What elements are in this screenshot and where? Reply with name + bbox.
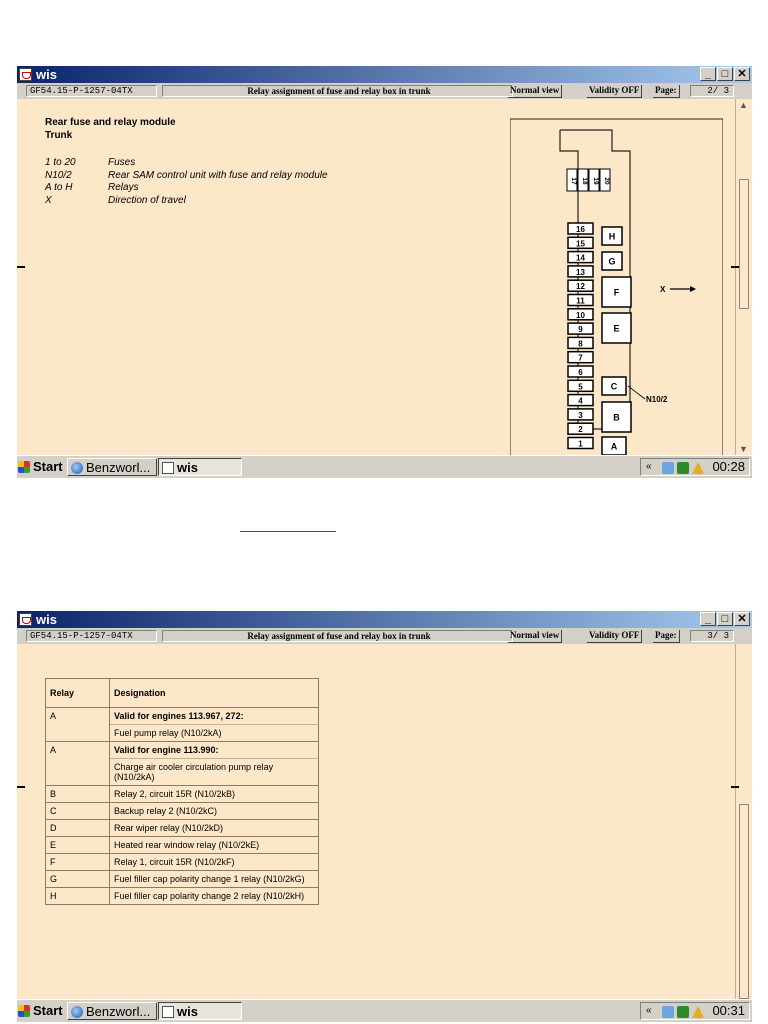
fuse-label-14: 14 — [576, 253, 585, 263]
designation-cell: Backup relay 2 (N10/2kC) — [110, 803, 319, 820]
relay-cell: D — [46, 820, 110, 837]
fuse-label-1: 1 — [578, 439, 583, 449]
link-underline[interactable] — [240, 531, 336, 532]
document-id: GF54.15-P-1257-04TX — [26, 85, 157, 97]
page-label: Page: — [653, 85, 680, 98]
scroll-thumb[interactable] — [739, 179, 749, 309]
document-title: Relay assignment of fuse and relay box in trunk — [162, 85, 513, 97]
legend-row: 1 to 20 Fuses — [45, 157, 136, 168]
document-id: GF54.15-P-1257-04TX — [26, 630, 157, 642]
fuse-label-17: 17 — [570, 177, 577, 185]
warning-icon[interactable] — [692, 1006, 704, 1018]
table-row — [46, 871, 319, 888]
clock: 00:28 — [712, 459, 745, 474]
designation-cell: Fuel filler cap polarity change 2 relay (N10/2kH) — [110, 888, 319, 905]
relay-label-G: G — [608, 256, 616, 267]
direction-label: X — [660, 285, 666, 294]
wis-app-icon — [162, 1006, 174, 1018]
page-marker-right — [731, 266, 739, 268]
page-number-field[interactable]: 3/ 3 — [690, 630, 734, 642]
wis-window-page2 — [17, 66, 752, 478]
fuse-label-12: 12 — [576, 282, 585, 292]
scroll-thumb[interactable] — [739, 804, 749, 999]
window-title: wis — [36, 612, 57, 627]
wis-app-icon — [162, 462, 174, 474]
designation-cell: Fuel filler cap polarity change 1 relay (N10/2kG) — [110, 871, 319, 888]
relay-cell: A — [46, 708, 110, 742]
table-row — [46, 708, 319, 742]
section-heading: Rear fuse and relay module — [45, 117, 176, 128]
maximize-button[interactable]: □ — [717, 612, 733, 626]
relay-label-H: H — [608, 231, 616, 242]
relay-cell: E — [46, 837, 110, 854]
designation-cell: Relay 2, circuit 15R (N10/2kB) — [110, 786, 319, 803]
page-marker-left — [17, 266, 25, 268]
title-bar[interactable] — [17, 66, 752, 83]
fuse-label-5: 5 — [578, 382, 583, 392]
normal-view-button[interactable]: Normal view — [508, 85, 562, 98]
column-header-relay: Relay — [46, 679, 110, 708]
relay-cell: G — [46, 871, 110, 888]
legend-row: N10/2 Rear SAM control unit with fuse and relay module — [45, 169, 328, 181]
taskbar-benzworld[interactable]: Benzworl... — [67, 1002, 157, 1020]
relay-label-C: C — [610, 381, 618, 392]
designation-cell: Relay 1, circuit 15R (N10/2kF) — [110, 854, 319, 871]
relay-cell: A — [46, 742, 110, 786]
table-row — [46, 854, 319, 871]
normal-view-button[interactable]: Normal view — [508, 630, 562, 643]
network-icon[interactable] — [662, 1006, 674, 1018]
fuse-label-4: 4 — [578, 396, 583, 406]
maximize-button[interactable]: □ — [717, 67, 733, 81]
page-number-field[interactable]: 2/ 3 — [690, 85, 734, 97]
warning-icon[interactable] — [692, 462, 704, 474]
taskbar-wis[interactable]: wis — [158, 458, 242, 476]
relay-cell: H — [46, 888, 110, 905]
table-row — [46, 786, 319, 803]
designation-cell: Rear wiper relay (N10/2kD) — [110, 820, 319, 837]
window-title: wis — [36, 67, 57, 82]
fuse-label-19: 19 — [592, 177, 599, 185]
start-button[interactable]: Start — [17, 458, 63, 476]
document-toolbar — [17, 83, 752, 99]
fuse-label-2: 2 — [578, 425, 583, 435]
page-label: Page: — [653, 630, 680, 643]
fuse-label-6: 6 — [578, 368, 583, 377]
system-tray — [640, 458, 750, 476]
relay-cell: B — [46, 786, 110, 803]
fuse-label-8: 8 — [578, 339, 583, 349]
relay-label-F: F — [613, 287, 620, 298]
designation-cell: Valid for engines 113.967, 272: Fuel pump relay (N10/2kA) — [110, 708, 319, 742]
title-bar[interactable] — [17, 611, 752, 628]
page-marker-left — [17, 786, 25, 788]
section-subheading: Trunk — [45, 130, 73, 141]
validity-button[interactable]: Validity OFF — [587, 85, 642, 98]
clock: 00:31 — [712, 1003, 745, 1018]
validity-button[interactable]: Validity OFF — [587, 630, 642, 643]
designation-cell: Valid for engine 113.990: Charge air cooler circulation pump relay (N10/2kA) — [110, 742, 319, 786]
table-header-row — [46, 679, 319, 708]
column-header-designation: Designation — [110, 679, 319, 708]
document-content — [17, 99, 735, 455]
close-button[interactable]: ✕ — [734, 612, 750, 626]
fuse-label-10: 10 — [576, 310, 585, 320]
relay-cell: F — [46, 854, 110, 871]
taskbar-benzworld[interactable]: Benzworl... — [67, 458, 157, 476]
fuse-label-9: 9 — [578, 325, 583, 335]
scroll-up-icon[interactable]: ▲ — [739, 100, 748, 110]
taskbar — [17, 455, 752, 478]
legend — [45, 157, 328, 207]
fuse-label-11: 11 — [576, 296, 585, 306]
relay-cell: C — [46, 803, 110, 820]
network-icon[interactable] — [662, 462, 674, 474]
close-button[interactable]: ✕ — [734, 67, 750, 81]
fuse-label-3: 3 — [578, 410, 583, 420]
browser-icon — [71, 1006, 83, 1018]
wis-app-icon — [19, 68, 32, 81]
table-row — [46, 820, 319, 837]
fuse-relay-diagram — [510, 117, 723, 455]
legend-row: A to H Relays — [45, 182, 139, 193]
taskbar — [17, 999, 752, 1022]
start-button[interactable]: Start — [17, 1002, 63, 1020]
table-row — [46, 888, 319, 905]
hardware-icon[interactable] — [677, 462, 689, 474]
scroll-down-icon[interactable]: ▼ — [739, 444, 748, 454]
tray-expand-icon[interactable]: « — [646, 461, 652, 472]
document-title: Relay assignment of fuse and relay box in trunk — [162, 630, 513, 642]
taskbar-wis[interactable]: wis — [158, 1002, 242, 1020]
vertical-scrollbar[interactable] — [735, 99, 752, 455]
page-marker-right — [731, 786, 739, 788]
table-row — [46, 837, 319, 854]
system-tray — [640, 1002, 750, 1020]
fuse-label-18: 18 — [581, 177, 588, 185]
table-row — [46, 803, 319, 820]
wis-window-page3 — [17, 611, 752, 1022]
fuse-label-7: 7 — [578, 353, 583, 363]
vertical-scrollbar[interactable] — [735, 644, 752, 999]
minimize-button[interactable]: _ — [700, 612, 716, 626]
document-content — [17, 644, 735, 999]
minimize-button[interactable]: _ — [700, 67, 716, 81]
fuse-label-15: 15 — [576, 239, 585, 249]
module-label: N10/2 — [646, 395, 668, 404]
relay-label-A: A — [610, 441, 618, 452]
hardware-icon[interactable] — [677, 1006, 689, 1018]
wis-app-icon — [19, 613, 32, 626]
tray-expand-icon[interactable]: « — [646, 1005, 652, 1016]
legend-row: X Direction of travel — [45, 194, 186, 206]
relay-table — [45, 678, 319, 905]
table-row — [46, 742, 319, 786]
document-toolbar — [17, 628, 752, 644]
fuse-label-13: 13 — [576, 267, 585, 277]
fuse-label-16: 16 — [576, 225, 585, 234]
relay-label-B: B — [613, 412, 620, 423]
browser-icon — [71, 462, 83, 474]
relay-label-E: E — [613, 323, 620, 334]
fuse-label-20: 20 — [603, 177, 610, 185]
designation-cell: Heated rear window relay (N10/2kE) — [110, 837, 319, 854]
